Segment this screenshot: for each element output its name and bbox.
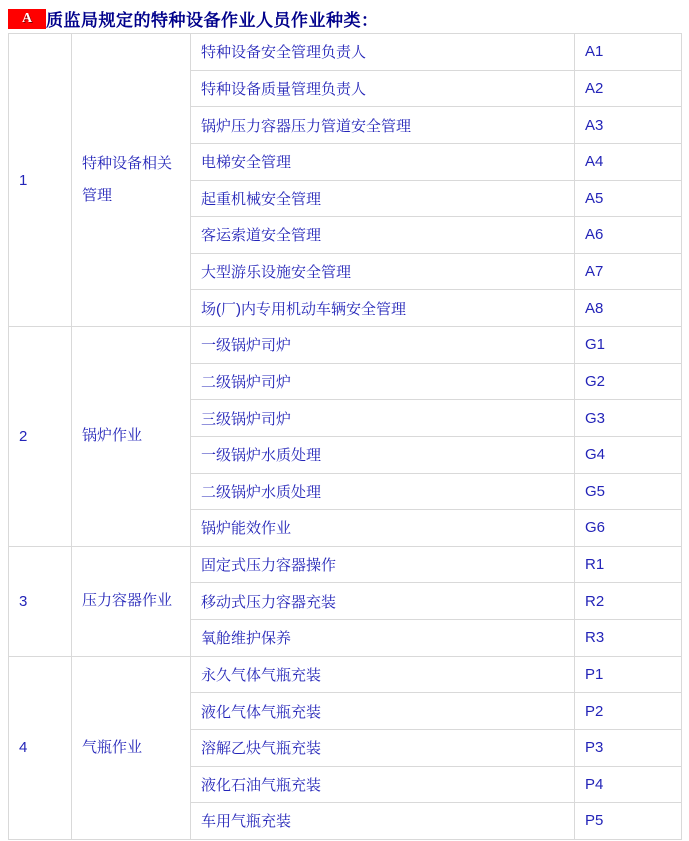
- job-name-cell: 特种设备安全管理负责人: [191, 34, 575, 71]
- job-code-cell: R2: [575, 583, 682, 620]
- job-code-cell: G1: [575, 327, 682, 364]
- job-code-cell: A5: [575, 180, 682, 217]
- job-name-cell: 固定式压力容器操作: [191, 546, 575, 583]
- group-category-cell: 特种设备相关管理: [72, 34, 191, 327]
- job-name-cell: 溶解乙炔气瓶充装: [191, 729, 575, 766]
- job-code-cell: G6: [575, 510, 682, 547]
- job-name-cell: 场(厂)内专用机动车辆安全管理: [191, 290, 575, 327]
- job-name-cell: 大型游乐设施安全管理: [191, 253, 575, 290]
- job-code-cell: R1: [575, 546, 682, 583]
- job-code-cell: P4: [575, 766, 682, 803]
- page-title: 质监局规定的特种设备作业人员作业种类：: [46, 11, 379, 30]
- job-code-cell: R3: [575, 620, 682, 657]
- job-code-cell: A8: [575, 290, 682, 327]
- job-code-cell: G2: [575, 363, 682, 400]
- group-number-cell: 2: [9, 327, 72, 547]
- job-name-cell: 一级锅炉水质处理: [191, 436, 575, 473]
- page-header: [8, 8, 689, 29]
- job-name-cell: 锅炉压力容器压力管道安全管理: [191, 107, 575, 144]
- job-code-cell: A7: [575, 253, 682, 290]
- table-row: [9, 656, 682, 693]
- group-category-cell: 压力容器作业: [72, 546, 191, 656]
- table-row: [9, 327, 682, 364]
- job-categories-table: [8, 33, 682, 840]
- group-category-cell: 气瓶作业: [72, 656, 191, 839]
- group-number-cell: 4: [9, 656, 72, 839]
- table-row: [9, 34, 682, 71]
- job-code-cell: G3: [575, 400, 682, 437]
- job-name-cell: 特种设备质量管理负责人: [191, 70, 575, 107]
- job-code-cell: P2: [575, 693, 682, 730]
- job-name-cell: 起重机械安全管理: [191, 180, 575, 217]
- section-badge: A: [8, 9, 46, 29]
- job-name-cell: 三级锅炉司炉: [191, 400, 575, 437]
- group-number-cell: 1: [9, 34, 72, 327]
- job-name-cell: 永久气体气瓶充装: [191, 656, 575, 693]
- job-code-cell: P1: [575, 656, 682, 693]
- job-name-cell: 移动式压力容器充装: [191, 583, 575, 620]
- job-name-cell: 二级锅炉司炉: [191, 363, 575, 400]
- table-row: [9, 546, 682, 583]
- job-name-cell: 液化气体气瓶充装: [191, 693, 575, 730]
- job-name-cell: 二级锅炉水质处理: [191, 473, 575, 510]
- group-number-cell: 3: [9, 546, 72, 656]
- job-code-cell: A2: [575, 70, 682, 107]
- job-name-cell: 一级锅炉司炉: [191, 327, 575, 364]
- job-code-cell: G5: [575, 473, 682, 510]
- group-category-cell: 锅炉作业: [72, 327, 191, 547]
- job-code-cell: G4: [575, 436, 682, 473]
- job-code-cell: A4: [575, 143, 682, 180]
- job-name-cell: 液化石油气瓶充装: [191, 766, 575, 803]
- job-code-cell: P3: [575, 729, 682, 766]
- job-name-cell: 锅炉能效作业: [191, 510, 575, 547]
- job-name-cell: 氧舱维护保养: [191, 620, 575, 657]
- job-code-cell: A1: [575, 34, 682, 71]
- job-name-cell: 电梯安全管理: [191, 143, 575, 180]
- job-code-cell: A3: [575, 107, 682, 144]
- job-code-cell: A6: [575, 217, 682, 254]
- job-name-cell: 车用气瓶充装: [191, 803, 575, 840]
- job-code-cell: P5: [575, 803, 682, 840]
- job-name-cell: 客运索道安全管理: [191, 217, 575, 254]
